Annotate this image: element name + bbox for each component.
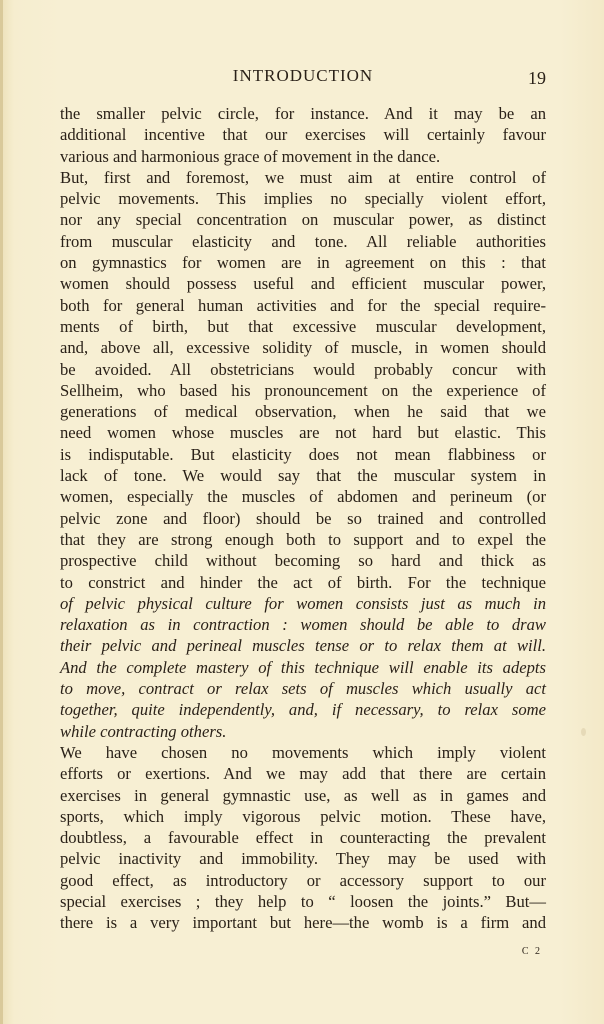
- text-line: sports, which imply vigorous pelvic motion. These have,: [60, 806, 546, 826]
- text-line: efforts or exertions. And we may add that there are certain: [60, 764, 546, 784]
- text-line: doubtless, a favourable effect in counteracting the prevalent: [60, 828, 546, 848]
- text-line: is indisputable. But elasticity does not mean flabbiness or: [60, 444, 546, 464]
- text-line: pelvic movements. This implies no specially violent effort,: [60, 189, 546, 209]
- text-line: be avoided. All obstetricians would probably concur with: [60, 359, 546, 379]
- text-line: together, quite independently, and, if necessary, to relax some: [60, 700, 546, 720]
- text-line: to move, contract or relax sets of muscles which usually act: [60, 679, 546, 699]
- text-line: women, especially the muscles of abdomen and perineum (or: [60, 487, 546, 507]
- text-line: good effect, as introductory or accessory support to our: [60, 870, 546, 890]
- text-line: generations of medical observation, when he said that we: [60, 402, 546, 422]
- text-line: to constrict and hinder the act of birth. For the technique: [60, 572, 546, 592]
- text-line: both for general human activities and for the special require-: [60, 295, 546, 315]
- text-line: that they are strong enough both to support and to expel the: [60, 529, 546, 549]
- text-line: pelvic inactivity and immobility. They may be used with: [60, 849, 546, 869]
- text-line: special exercises ; they help to “ loosen the joints.” But—: [60, 891, 546, 911]
- text-line: various and harmonious grace of movement in the dance.: [60, 146, 441, 166]
- text-line: relaxation as in contraction : women should be able to draw: [60, 615, 546, 635]
- text-line: and, above all, excessive solidity of muscle, in women should: [60, 338, 546, 358]
- text-line: Sellheim, who based his pronouncement on the experience of: [60, 380, 546, 400]
- text-line: need women whose muscles are not hard but elastic. This: [60, 423, 546, 443]
- text-line: the smaller pelvic circle, for instance. And it may be an: [60, 104, 546, 123]
- text-line: ments of birth, but that excessive muscular development,: [60, 316, 546, 336]
- signature-mark: C 2: [521, 946, 542, 957]
- text-line: nor any special concentration on muscular power, as distinct: [60, 210, 546, 230]
- text-line: there is a very important but here—the womb is a firm and: [60, 913, 546, 933]
- text-line: prospective child without becoming so hard and thick as: [60, 551, 546, 571]
- body-text: [60, 103, 546, 934]
- text-line: pelvic zone and floor) should be so trained and controlled: [60, 508, 546, 528]
- running-title: INTRODUCTION: [232, 66, 374, 85]
- text-line: We have chosen no movements which imply violent: [60, 742, 546, 762]
- text-line: while contracting others.: [60, 721, 227, 741]
- text-line: women should possess useful and efficient muscular power,: [60, 274, 546, 294]
- text-line: exercises in general gymnastic use, as well as in games and: [60, 785, 546, 805]
- text-line: from muscular elasticity and tone. All reliable authorities: [60, 231, 546, 251]
- text-line: But, first and foremost, we must aim at entire control of: [60, 167, 546, 187]
- paper-speck: [581, 728, 586, 736]
- text-line: lack of tone. We would say that the muscular system in: [60, 466, 546, 486]
- running-head: [60, 66, 546, 90]
- text-line: their pelvic and perineal muscles tense or to relax them at will.: [60, 636, 546, 656]
- page-binding-edge: [0, 0, 3, 1024]
- text-line: And the complete mastery of this technique will enable its adepts: [60, 657, 546, 677]
- text-line: of pelvic physical culture for women consists just as much in: [60, 593, 546, 613]
- page-number: 19: [528, 68, 546, 88]
- text-line: on gymnastics for women are in agreement on this : that: [60, 253, 546, 273]
- text-line: additional incentive that our exercises will certainly favour: [60, 125, 546, 145]
